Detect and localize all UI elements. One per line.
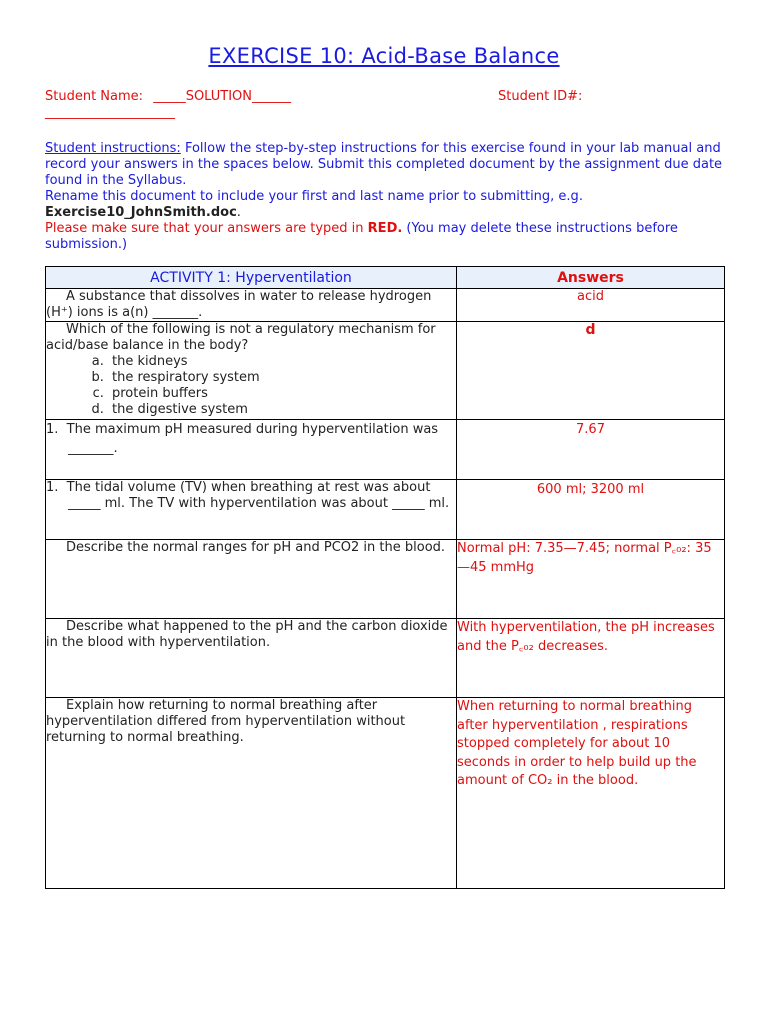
question-text: A substance that dissolves in water to release hydrogen (H⁺) ions is a(n) _______. <box>46 289 432 320</box>
question-text: Describe the normal ranges for pH and PCO2 in the blood. <box>66 540 446 555</box>
instructions-heading: Student instructions: <box>45 141 181 156</box>
student-id-field[interactable]: ____________________ <box>45 105 175 120</box>
rename-instruction: Rename this document to include your first and last name prior to submitting, e.g. <box>45 189 583 204</box>
student-id-label: Student ID#: <box>498 89 583 104</box>
question-text: Explain how returning to normal breathing after hyperventilation differed from hyperventilation without returning to normal breathing. <box>46 698 406 745</box>
activity-table <box>45 266 725 889</box>
answer-cell[interactable]: acid <box>457 289 725 322</box>
question-number: 1. <box>46 422 59 437</box>
activity-header: ACTIVITY 1: Hyperventilation <box>46 267 457 289</box>
table-row <box>46 619 725 698</box>
page-title: EXERCISE 10: Acid-Base Balance <box>208 44 560 68</box>
question-text: Describe what happened to the pH and the carbon dioxide in the blood with hyperventilation. <box>46 619 448 650</box>
question-cell <box>46 698 457 889</box>
question-cell <box>46 420 457 480</box>
answer-cell[interactable]: When returning to normal breathing after hyperventilation , respirations stopped completely for about 10 seconds in order to help build up the amount of CO₂ in the blood. <box>457 698 725 889</box>
student-name-row <box>45 89 291 104</box>
option-c: c. protein buffers <box>108 386 456 402</box>
table-row <box>46 480 725 540</box>
student-name-label: Student Name: <box>45 89 144 104</box>
answers-header: Answers <box>457 267 725 289</box>
table-row <box>46 420 725 480</box>
answer-cell[interactable]: Normal pH: 7.35—7.45; normal P꜀₀₂: 35—45 mmHg <box>457 540 725 619</box>
answer-cell[interactable]: 7.67 <box>457 420 725 480</box>
table-header-row <box>46 267 725 289</box>
option-d: d. the digestive system <box>108 402 456 418</box>
question-cell <box>46 322 457 420</box>
answer-cell[interactable]: 600 ml; 3200 ml <box>457 480 725 540</box>
filename-period: . <box>236 205 241 220</box>
table-row <box>46 540 725 619</box>
option-a: a. the kidneys <box>108 354 456 370</box>
instructions-block <box>45 141 735 253</box>
table-row <box>46 322 725 420</box>
table-row <box>46 289 725 322</box>
options-list <box>46 354 456 418</box>
question-number: 1. <box>46 480 59 495</box>
answer-cell[interactable]: With hyperventilation, the pH increases and the P꜀₀₂ decreases. <box>457 619 725 698</box>
red-note: Please make sure that your answers are typed in <box>45 221 368 236</box>
question-text: 1. The maximum pH measured during hyperventilation was _______. <box>46 422 439 456</box>
instructions-text: Follow the step-by-step instructions for this exercise found in your lab manual and record your answers in the spaces below. Submit this completed document by the assignment due date found in the Syllabus. <box>45 141 723 188</box>
answer-cell[interactable]: d <box>457 322 725 420</box>
question-cell <box>46 619 457 698</box>
question-cell <box>46 289 457 322</box>
table-row <box>46 698 725 889</box>
red-word: RED. <box>367 221 403 236</box>
question-text: Which of the following is not a regulatory mechanism for acid/base balance in the body? <box>46 322 436 353</box>
question-text: 1. The tidal volume (TV) when breathing at rest was about _____ ml. The TV with hyperventilation was about _____ ml. <box>46 480 450 511</box>
option-b: b. the respiratory system <box>108 370 456 386</box>
student-name-value[interactable]: _____SOLUTION______ <box>153 89 292 104</box>
question-cell <box>46 540 457 619</box>
question-cell <box>46 480 457 540</box>
example-filename: Exercise10_JohnSmith.doc <box>45 205 237 220</box>
delete-note: (You may delete these instructions before submission.) <box>45 221 678 252</box>
